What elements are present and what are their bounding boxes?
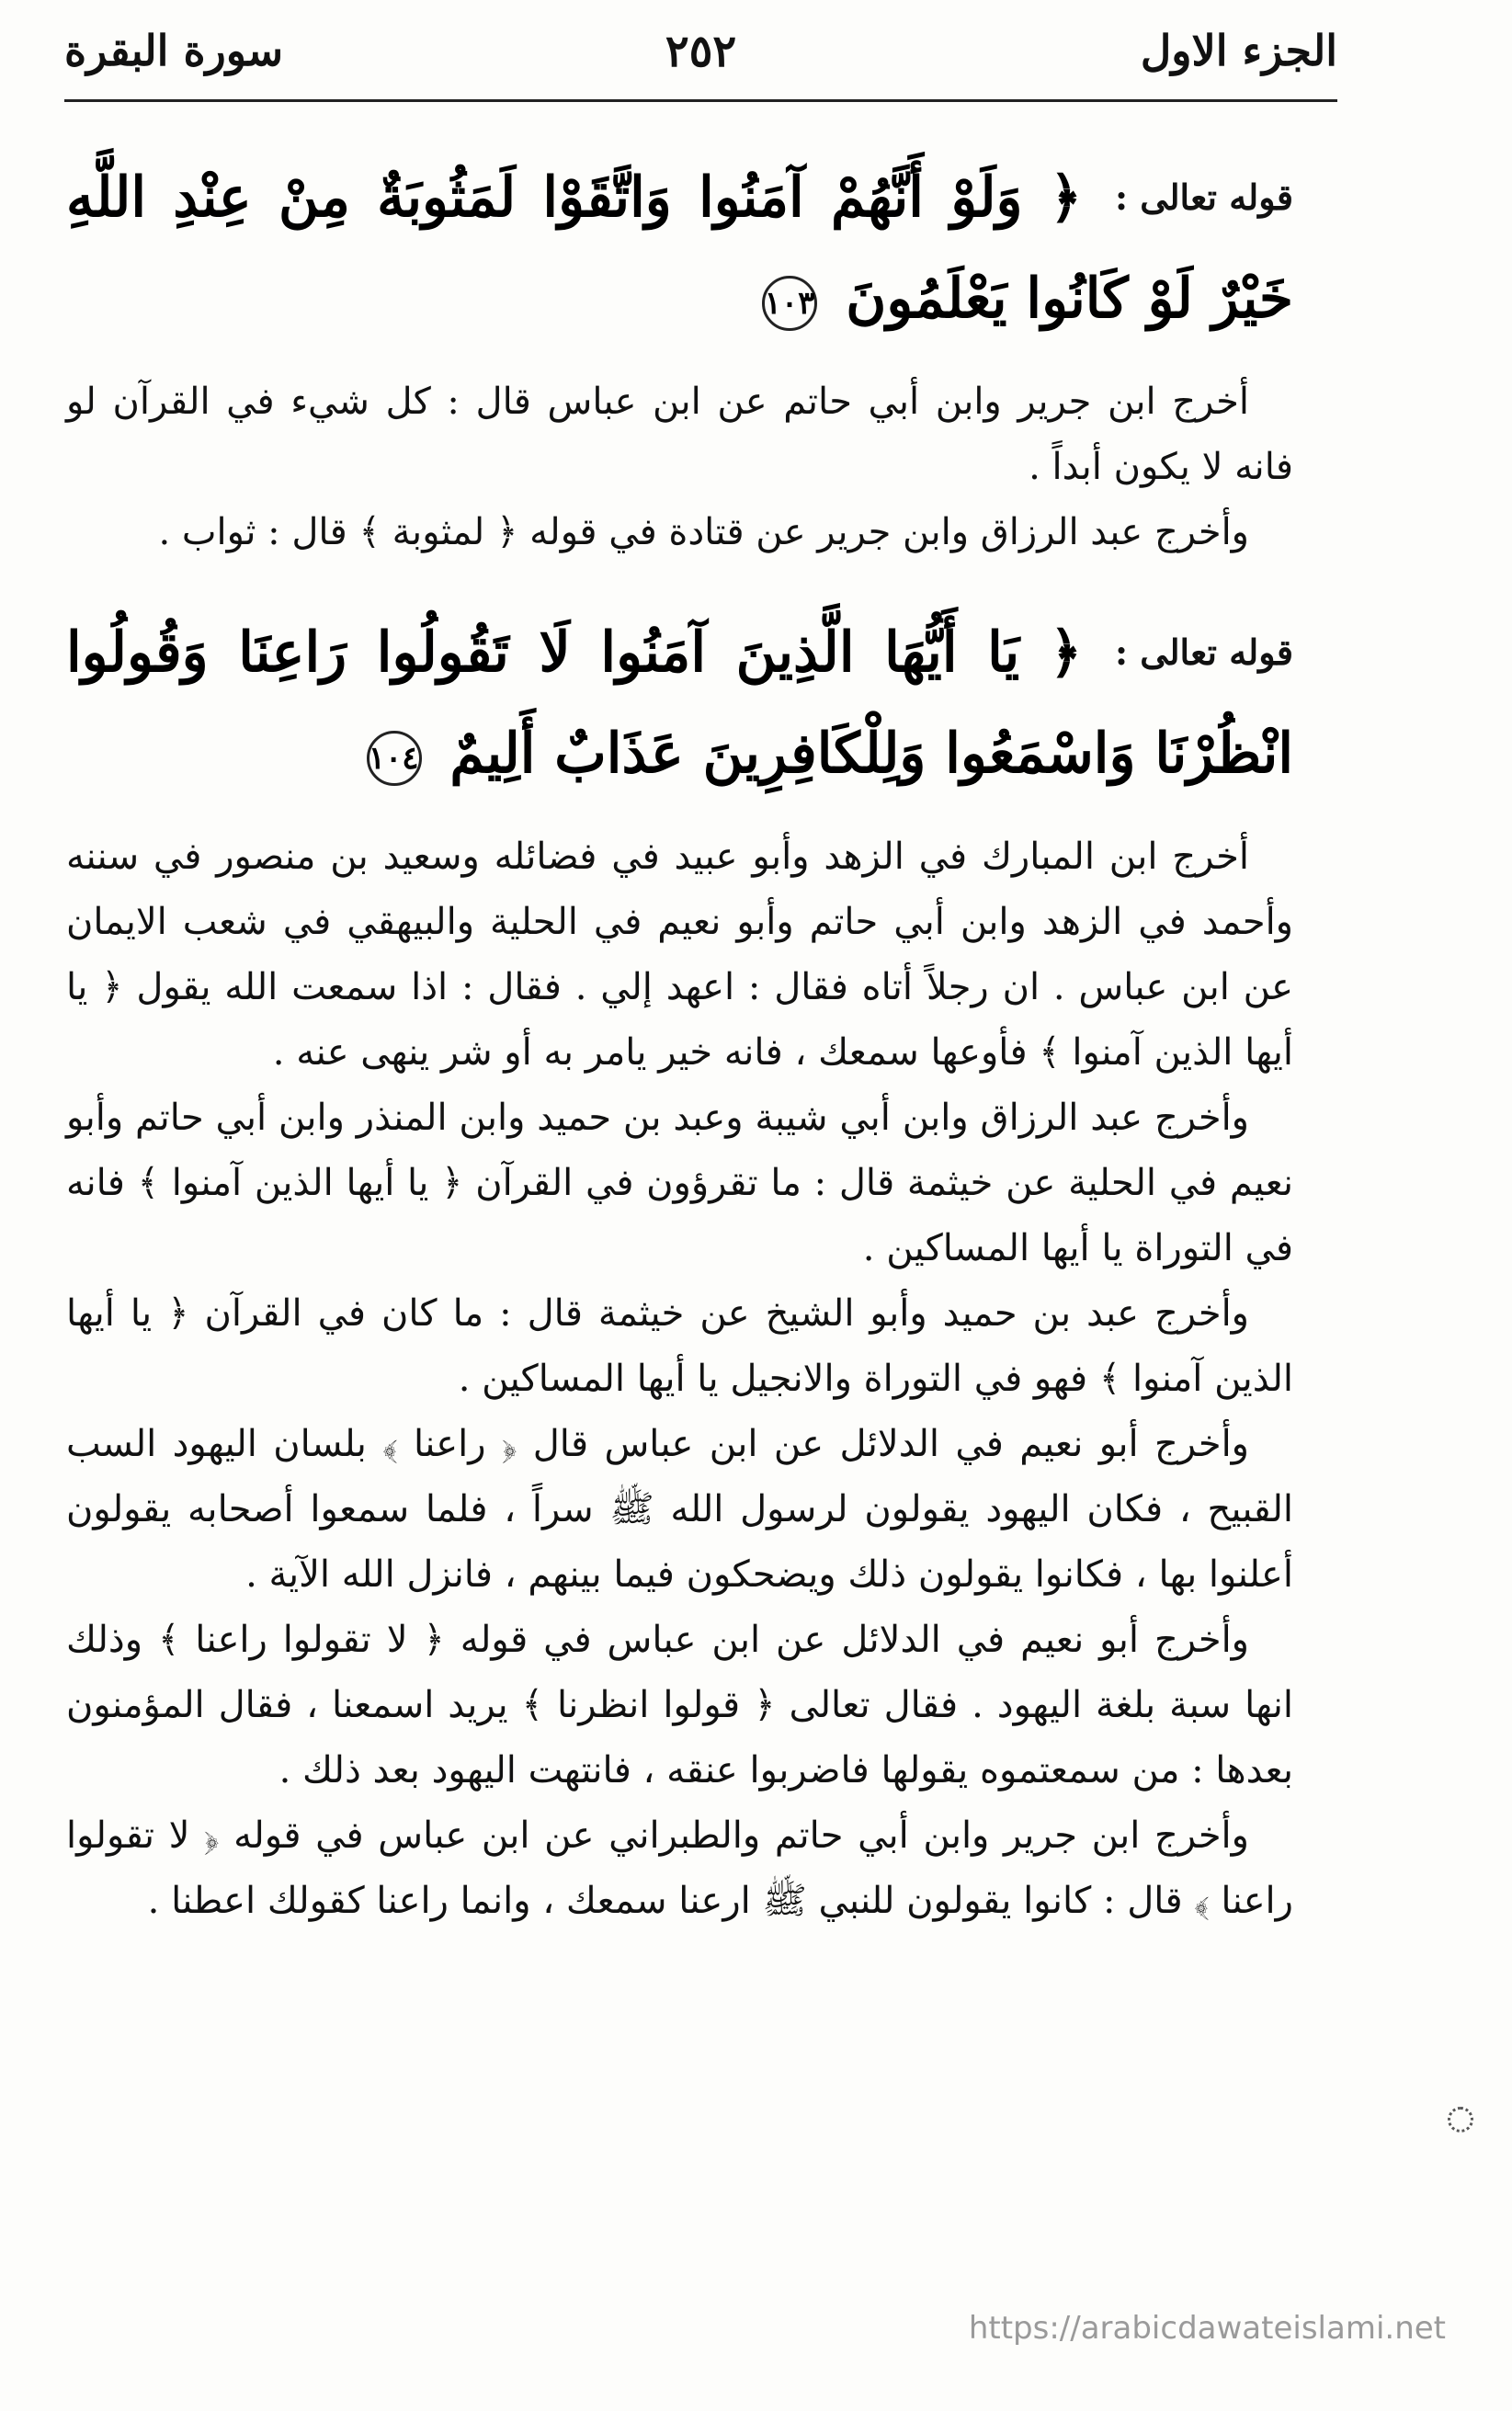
verse-block-103 — [66, 147, 1293, 349]
surah-label: سورة البقرة — [64, 26, 284, 75]
commentary-paragraph: أخرج ابن جرير وابن أبي حاتم عن ابن عباس قال : كل شيء في القرآن لو فانه لا يكون أبداً . — [66, 381, 1293, 488]
verse-intro: قوله تعالى : — [1115, 631, 1293, 673]
verse-intro: قوله تعالى : — [1115, 176, 1293, 218]
commentary-paragraph: وأخرج أبو نعيم في الدلائل عن ابن عباس في قوله ﴿ لا تقولوا راعنا ﴾ وذلك انها سبة بلغة اليهود . فقال تعالى ﴿ قولوا انظرنا ﴾ يريد اسمعنا ، فقال المؤمنون بعدها : من سمعتموه يقولها فاضربوا عنقه ، فانتهت اليهود بعد ذلك . — [66, 1619, 1293, 1791]
commentary-paragraph: وأخرج عبد الرزاق وابن أبي شيبة وعبد بن حميد وابن المنذر وابن أبي حاتم وأبو نعيم في الحلية عن خيثمة قال : ما تقرؤون في القرآن ﴿ يا أيها الذين آمنوا ﴾ فانه في التوراة يا أيها المساكين . — [66, 1097, 1293, 1269]
header-divider — [64, 99, 1337, 102]
running-header — [64, 26, 1337, 99]
margin-ornament-icon — [1448, 2107, 1473, 2132]
commentary-paragraph: وأخرج ابن جرير وابن أبي حاتم والطبراني عن ابن عباس في قوله ﴿ لا تقولوا راعنا ﴾ قال : كانوا يقولون للنبي ﷺ ارعنا سمعك ، وانما راعنا كقولك اعطنا . — [66, 1814, 1293, 1922]
part-label: الجزء الاول — [1140, 26, 1337, 75]
verse-block-104 — [66, 602, 1293, 804]
quran-verse — [66, 602, 1293, 804]
watermark: https://arabicdawateislami.net — [968, 2310, 1446, 2347]
section-gap — [66, 565, 1293, 602]
commentary-paragraph: وأخرج عبد بن حميد وأبو الشيخ عن خيثمة قال : ما كان في القرآن ﴿ يا أيها الذين آمنوا ﴾ فهو في التوراة والانجيل يا أيها المساكين . — [66, 1292, 1293, 1400]
verse-text: ﴿ وَلَوْ أَنَّهُمْ آمَنُوا وَاتَّقَوْا لَمَثُوبَةٌ مِنْ عِنْدِ اللَّهِ خَيْرٌ لَوْ كَانُوا يَعْلَمُونَ — [66, 165, 1293, 331]
page-content — [66, 147, 1293, 1934]
commentary-paragraph: أخرج ابن المبارك في الزهد وأبو عبيد في فضائله وسعيد بن منصور في سننه وأحمد في الزهد وابن أبي حاتم وأبو نعيم في الحلية والبيهقي في شعب الايمان عن ابن عباس . ان رجلاً أتاه فقال : اعهد إلي . فقال : اذا سمعت الله يقول ﴿ يا أيها الذين آمنوا ﴾ فأوعها سمعك ، فانه خير يامر به أو شر ينهى عنه . — [66, 836, 1293, 1074]
quran-verse — [66, 147, 1293, 349]
commentary-paragraph: وأخرج عبد الرزاق وابن جرير عن قتادة في قوله ﴿ لمثوبة ﴾ قال : ثواب . — [158, 511, 1249, 553]
verse-text: ﴿ يَا أَيُّهَا الَّذِينَ آمَنُوا لَا تَقُولُوا رَاعِنَا وَقُولُوا انْظُرْنَا وَاسْمَعُوا وَلِلْكَافِرِينَ عَذَابٌ أَلِيمٌ — [66, 620, 1293, 786]
verse-number-marker: ١٠٤ — [367, 731, 422, 786]
verse-number-marker: ١٠٣ — [762, 276, 817, 331]
page-number: ٢٥٢ — [665, 26, 737, 77]
commentary-paragraph: وأخرج أبو نعيم في الدلائل عن ابن عباس قال ﴿ راعنا ﴾ بلسان اليهود السب القبيح ، فكان اليهود يقولون لرسول الله ﷺ سراً ، فلما سمعوا أصحابه يقولون أعلنوا بها ، فكانوا يقولون ذلك ويضحكون فيما بينهم ، فانزل الله الآية . — [66, 1423, 1293, 1596]
